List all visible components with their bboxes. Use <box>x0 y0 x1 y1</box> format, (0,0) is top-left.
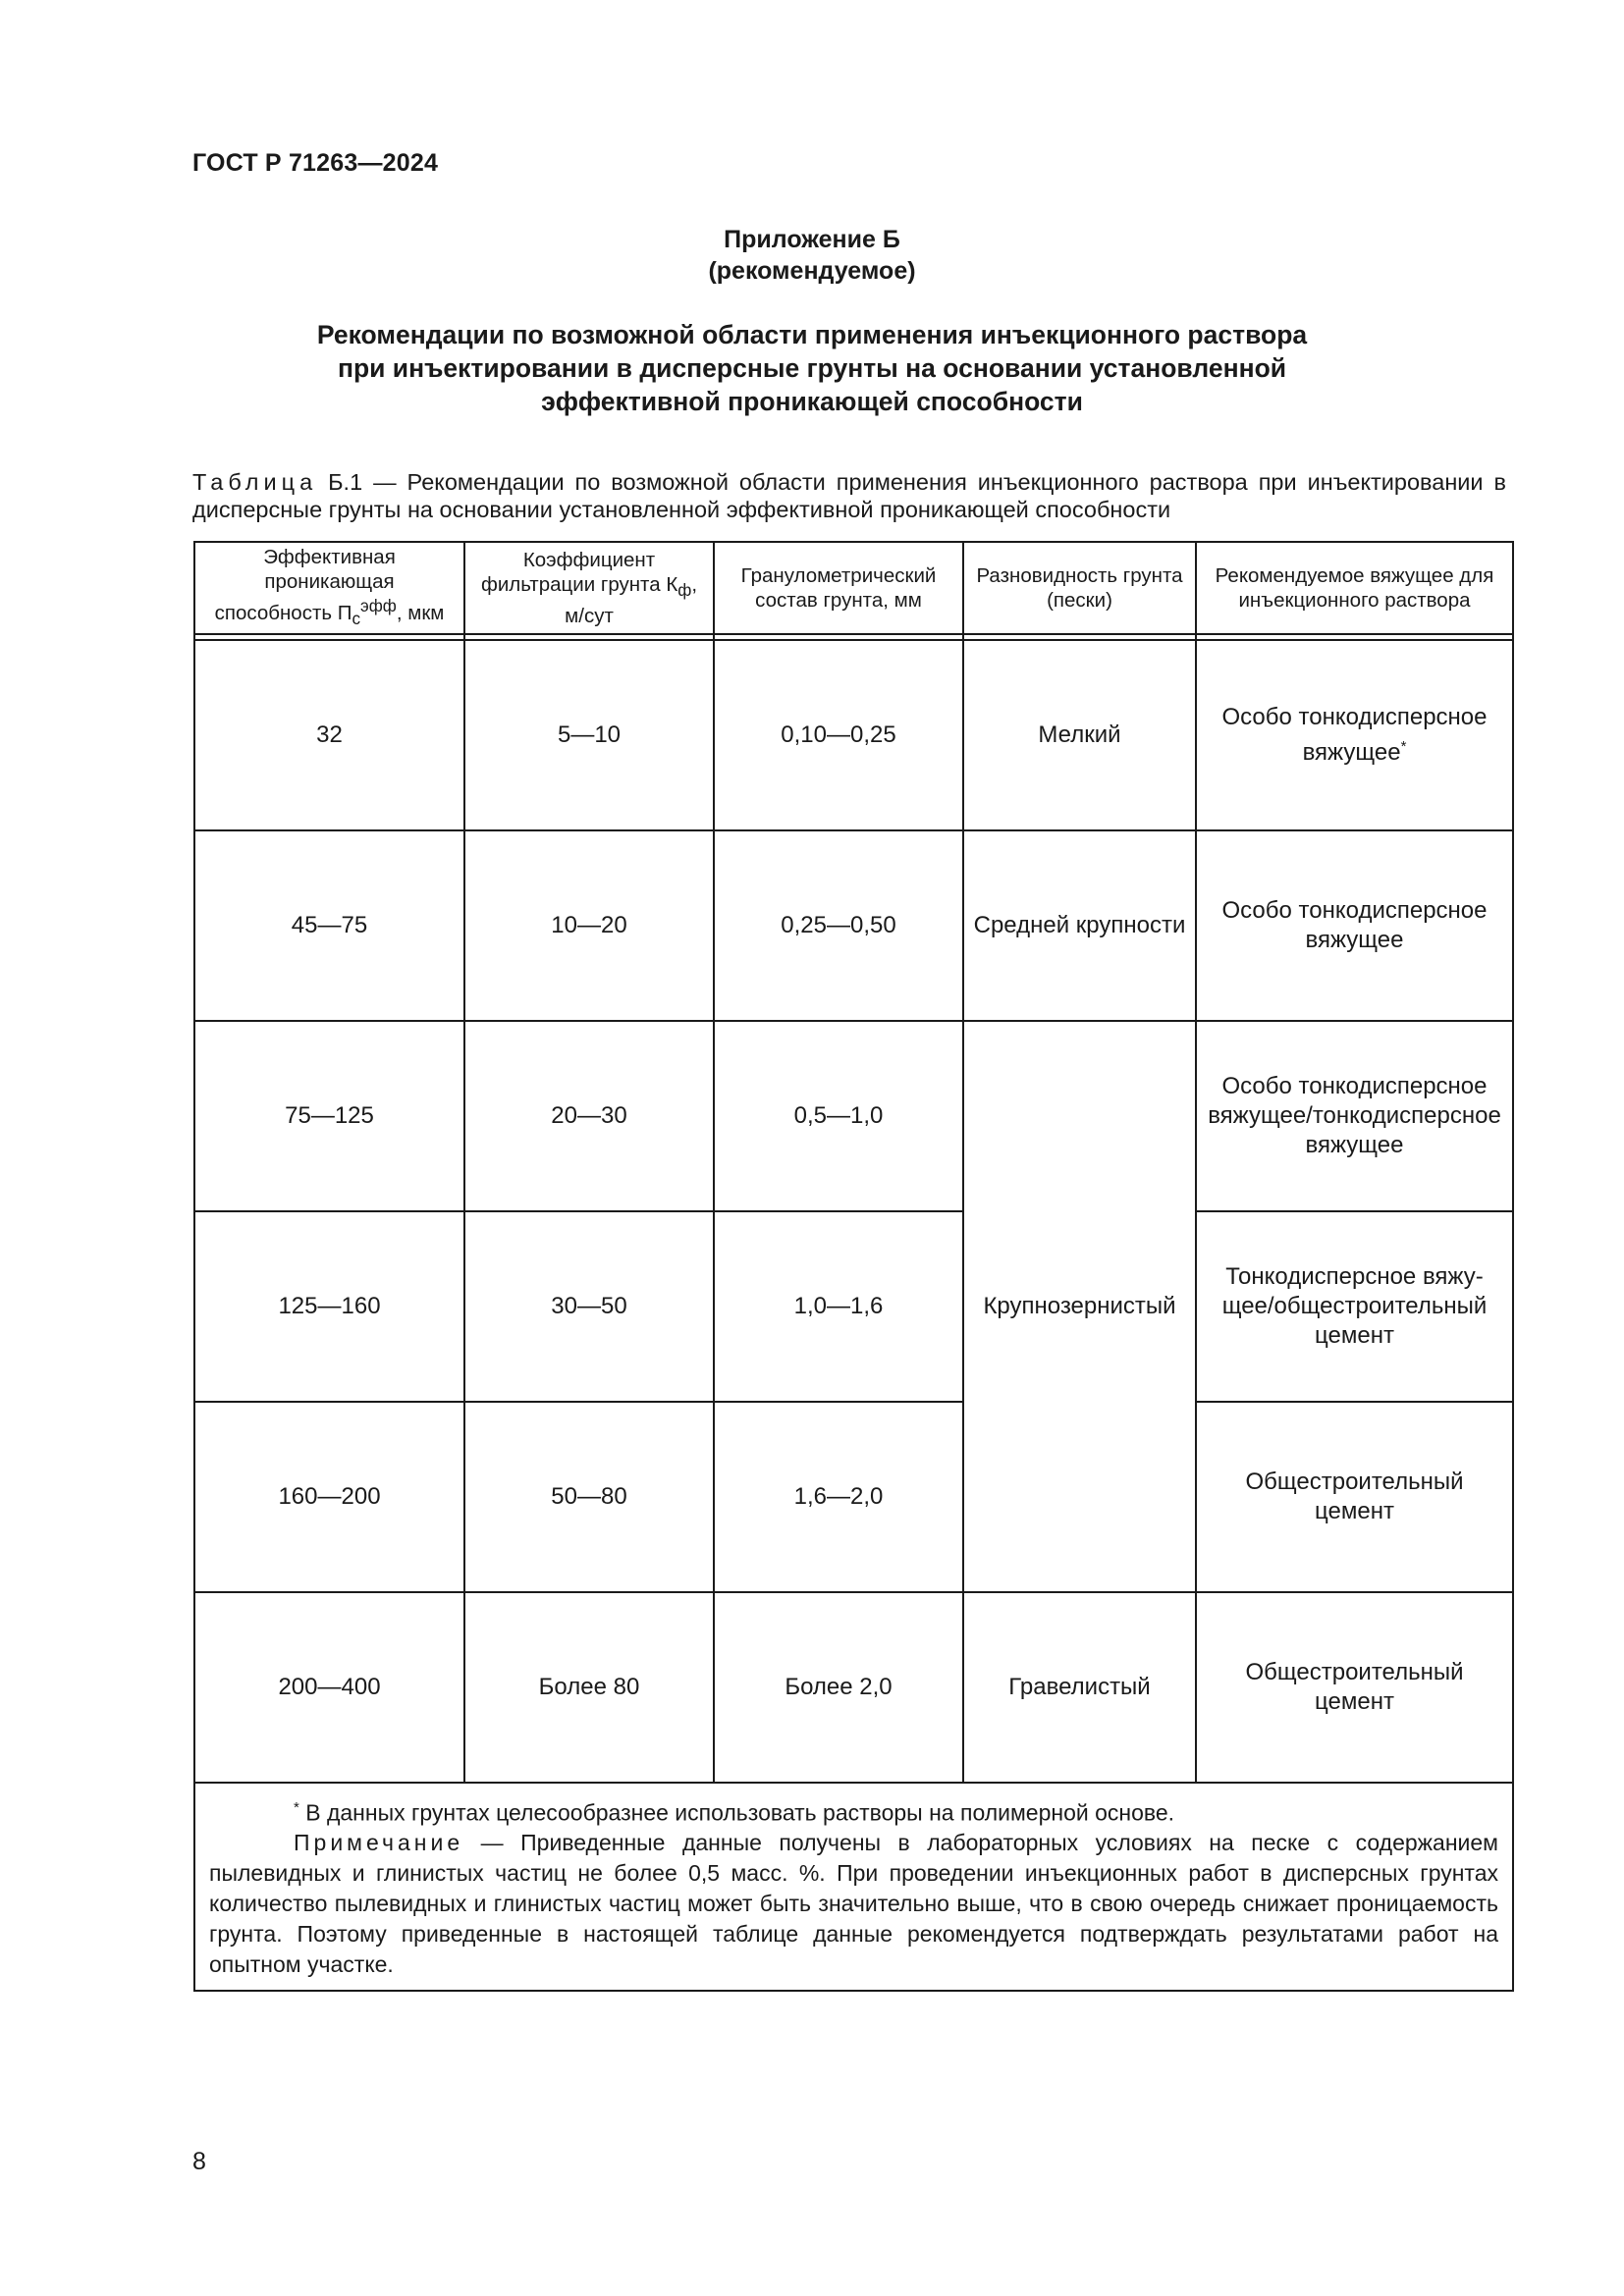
cell-soil-type: Гравелистый <box>963 1592 1196 1783</box>
header-granulometry: Гранулометрический состав грунта, мм <box>714 542 963 634</box>
table-row <box>194 1592 1513 1783</box>
header-penetration: Эффективная проникающая способность $П_с^{эфф}$, мкм <box>194 542 464 634</box>
cell-filtration: 50—80 <box>464 1402 714 1592</box>
cell-soil-type: Средней крупности <box>963 830 1196 1021</box>
recommendation-table <box>193 541 1514 1992</box>
cell-granulometry: 0,25—0,50 <box>714 830 963 1021</box>
page-number: 8 <box>192 2148 206 2175</box>
note-text: — Приведенные данные получены в лабораторных условиях на песке с содержанием пылевидных и глинистых частиц не более 0,5 масс. %. При проведении инъекционных работ в дисперсных грунтах количество пылевидных и глинистых частиц может быть значительно выше, что в свою очередь снижает проницаемость грунта. Поэтому приведенные в настоящей таблице данные рекомендуется подтверждать результатами работ на опытном участке. <box>209 1829 1498 1977</box>
cell-granulometry: 0,5—1,0 <box>714 1021 963 1211</box>
header-soil-type: Разновидность грунта (пески) <box>963 542 1196 634</box>
cell-granulometry: 1,6—2,0 <box>714 1402 963 1592</box>
table-caption-text: Б.1 — Рекомендации по возможной области применения инъекционного раствора при инъектировании в дисперсные грунты на основании установленной эффективной проникающей способности <box>192 469 1506 522</box>
table-caption <box>192 468 1506 523</box>
table-row <box>194 1021 1513 1211</box>
cell-binder: Тонкодисперсное вяжущее/общестроительный цемент <box>1196 1211 1513 1402</box>
cell-granulometry: Более 2,0 <box>714 1592 963 1783</box>
cell-penetration: 160—200 <box>194 1402 464 1592</box>
table-row <box>194 830 1513 1021</box>
section-title-line: при инъектировании в дисперсные грунты на основании установленной <box>337 353 1287 383</box>
section-title <box>295 318 1329 418</box>
cell-penetration: 32 <box>194 640 464 830</box>
table-header-row <box>194 542 1513 634</box>
cell-binder: Особо тонкодисперсное вяжущее <box>1196 830 1513 1021</box>
cell-filtration: 5—10 <box>464 640 714 830</box>
header-binder: Рекомендуемое вяжущее для инъекционного раствора <box>1196 542 1513 634</box>
cell-granulometry: 0,10—0,25 <box>714 640 963 830</box>
cell-filtration: 30—50 <box>464 1211 714 1402</box>
cell-binder: Особо тонкодисперсное вяжущее/тонкодисперсное вяжущее <box>1196 1021 1513 1211</box>
section-title-line: эффективной проникающей способности <box>541 387 1083 416</box>
table-footnote-row <box>194 1783 1513 1991</box>
footnote-text: В данных грунтах целесообразнее использовать растворы на полимерной основе. <box>298 1799 1175 1826</box>
cell-penetration: 75—125 <box>194 1021 464 1211</box>
appendix-status: (рекомендуемое) <box>708 257 916 285</box>
cell-filtration: Более 80 <box>464 1592 714 1783</box>
cell-filtration: 20—30 <box>464 1021 714 1211</box>
cell-binder: Общестроительный цемент <box>1196 1402 1513 1592</box>
table-row <box>194 1402 1513 1592</box>
section-title-line: Рекомендации по возможной области применения инъекционного раствора <box>316 320 1308 349</box>
cell-soil-type: Мелкий <box>963 640 1196 830</box>
cell-binder: Особо тонкодисперсное вяжущее* <box>1196 640 1513 830</box>
table-footnote <box>194 1783 1513 1991</box>
table-row <box>194 1211 1513 1402</box>
cell-penetration: 45—75 <box>194 830 464 1021</box>
footnote-mark: * <box>1400 738 1407 755</box>
header-filtration: Коэффициент фильтрации грунта $К_ф$, м/сут <box>464 542 714 634</box>
table-caption-label: Таблица <box>192 469 318 495</box>
table-note <box>209 1828 1498 1980</box>
footnote <box>209 1793 1498 1828</box>
note-label: Примечание <box>294 1829 464 1855</box>
footnote-mark: * <box>294 1799 299 1816</box>
cell-binder: Общестроительный цемент <box>1196 1592 1513 1783</box>
cell-granulometry: 1,0—1,6 <box>714 1211 963 1402</box>
document-code: ГОСТ Р 71263—2024 <box>192 149 439 177</box>
cell-penetration: 125—160 <box>194 1211 464 1402</box>
cell-filtration: 10—20 <box>464 830 714 1021</box>
table-row <box>194 640 1513 830</box>
appendix-title: Приложение Б <box>724 226 900 253</box>
cell-soil-type: Крупнозернистый <box>963 1021 1196 1592</box>
cell-penetration: 200—400 <box>194 1592 464 1783</box>
